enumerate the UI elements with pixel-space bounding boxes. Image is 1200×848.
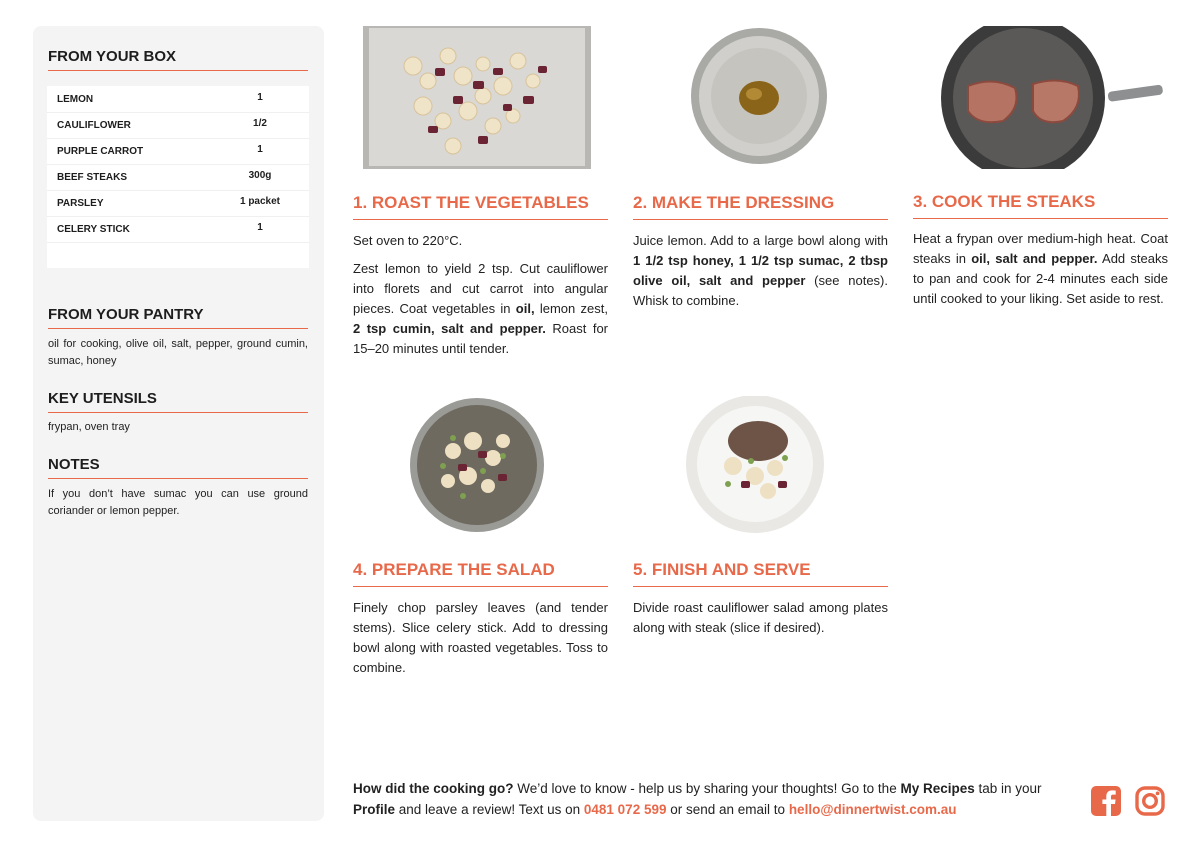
step-3-title: 3. COOK THE STEAKS: [913, 192, 1168, 219]
frypan-image: [913, 26, 1168, 169]
text-run: Roast for 15–20 minutes until tender.: [353, 321, 609, 356]
table-row: [47, 86, 309, 113]
text-run: Add steaks to pan and cook for 2-4 minutes each side until cooked to your liking. Set aside to rest.: [913, 251, 1168, 306]
text-run-bold: oil,: [515, 301, 535, 316]
text-run: Juice lemon. Add to a large bowl along with: [633, 233, 888, 248]
step-2-text: [633, 231, 888, 319]
utensils-text: frypan, oven tray: [48, 421, 130, 433]
footer-text: We’d love to know - help us by sharing your thoughts! Go to the: [513, 781, 901, 796]
ingredients-sidebar: [33, 26, 324, 821]
ingredient-qty: 300g: [248, 170, 272, 181]
steaks-photo: [913, 26, 1168, 169]
oven-tray-image: [353, 26, 608, 169]
salad-photo: [353, 396, 608, 536]
ingredient-name: LEMON: [57, 94, 94, 105]
salad-bowl-image: [353, 396, 608, 536]
step-1-title: 1. ROAST THE VEGETABLES: [353, 193, 608, 220]
ingredient-qty: 1: [257, 144, 263, 155]
table-row: [47, 112, 309, 139]
instagram-icon[interactable]: [1134, 785, 1166, 817]
step-4-title: 4. PREPARE THE SALAD: [353, 560, 608, 587]
ingredient-name: CELERY STICK: [57, 224, 130, 235]
step-2-title: 2. MAKE THE DRESSING: [633, 193, 888, 220]
ingredient-qty: 1 packet: [239, 196, 281, 207]
dressing-photo: [633, 26, 888, 169]
footer-text: and leave a review! Text us on: [395, 802, 584, 817]
step-3-para-1: [913, 229, 1168, 309]
ingredients-table: [47, 86, 309, 268]
pantry-text: oil for cooking, olive oil, salt, pepper, ground cumin, sumac, honey: [48, 338, 308, 367]
footer-question: How did the cooking go?: [353, 781, 514, 796]
notes-text: If you don’t have sumac you can use ground coriander or lemon pepper.: [48, 488, 308, 517]
step-5-title: 5. FINISH AND SERVE: [633, 560, 888, 587]
step-4-text: [353, 598, 608, 686]
my-recipes-label: My Recipes: [900, 781, 975, 796]
footer-text: or send an email to: [666, 802, 789, 817]
ingredient-qty: 1: [257, 92, 263, 103]
footer-text: tab in your: [974, 781, 1042, 796]
ingredient-qty: 1/2: [253, 118, 267, 129]
profile-label: Profile: [353, 802, 396, 817]
step-1-text: [353, 231, 608, 367]
step-1-para-2: [353, 259, 608, 359]
roast-vegetables-photo: [353, 26, 608, 169]
feedback-footer: [353, 778, 1073, 820]
text-run-bold: oil, salt and pepper.: [971, 251, 1098, 266]
text-run: lemon zest,: [534, 301, 608, 316]
text-run: (see notes). Whisk to combine.: [633, 273, 888, 308]
text-run-bold: 2 tsp cumin, salt and pepper.: [353, 321, 546, 336]
step-5-text: [633, 598, 888, 646]
text-run: Heat a frypan over medium-high heat. Coat steaks in: [913, 231, 1168, 266]
step-1-para-1: Set oven to 220°C.: [353, 233, 463, 248]
table-row: [47, 138, 309, 165]
pantry-title: FROM YOUR PANTRY: [48, 306, 308, 329]
facebook-icon[interactable]: [1090, 785, 1122, 817]
text-run-bold: 1 1/2 tsp honey, 1 1/2 tsp sumac, 2 tbsp olive oil, salt and pepper: [633, 253, 888, 288]
plate-image: [633, 396, 888, 536]
text-run: Zest lemon to yield 2 tsp. Cut cauliflower into florets and cut carrot into angular pieces. Coat vegetables in: [353, 261, 608, 316]
ingredient-name: CAULIFLOWER: [57, 120, 131, 131]
from-box-title: FROM YOUR BOX: [48, 48, 308, 71]
step-3-text: [913, 229, 1168, 317]
step-5-para-1: Divide roast cauliflower salad among plates along with steak (slice if desired).: [633, 600, 888, 635]
ingredient-name: PURPLE CARROT: [57, 146, 144, 157]
step-2-para-1: [633, 231, 888, 311]
phone-link[interactable]: 0481 072 599: [583, 802, 667, 817]
email-link[interactable]: hello@dinnertwist.com.au: [788, 802, 957, 817]
table-row: [47, 190, 309, 217]
ingredient-name: BEEF STEAKS: [57, 172, 128, 183]
ingredient-qty: 1: [257, 222, 263, 233]
serve-photo: [633, 396, 888, 536]
step-4-para-1: Finely chop parsley leaves (and tender stems). Slice celery stick. Add to dressing bowl along with roasted vegetables. Toss to combine.: [353, 600, 608, 675]
table-row: [47, 216, 309, 243]
notes-title: NOTES: [48, 456, 308, 479]
table-row: [47, 164, 309, 191]
utensils-title: KEY UTENSILS: [48, 390, 308, 413]
ingredient-name: PARSLEY: [57, 198, 104, 209]
dressing-bowl-image: [633, 26, 888, 169]
